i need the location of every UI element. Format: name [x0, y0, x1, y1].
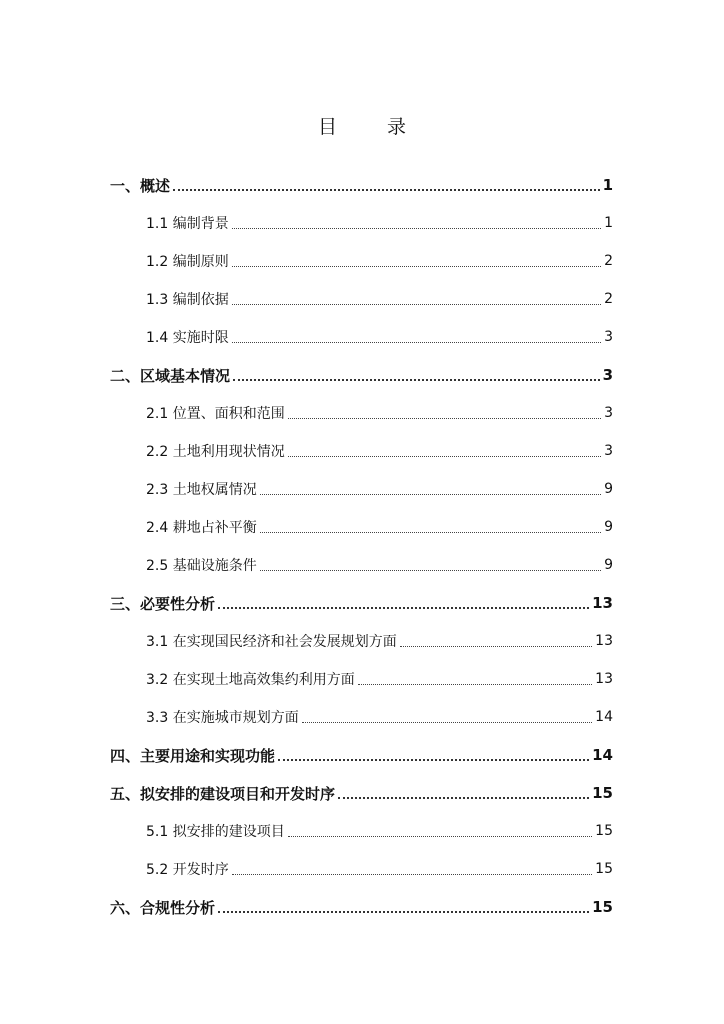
toc-entry-page-number: 13	[592, 594, 613, 612]
toc-entry-page-number: 13	[595, 633, 613, 649]
toc-entry-page-number: 2	[604, 291, 613, 307]
toc-entry-page-number: 9	[604, 481, 613, 497]
toc-entry-section[interactable]	[0, 546, 724, 584]
toc-entry-section[interactable]	[0, 242, 724, 280]
toc-dot-leader	[232, 290, 601, 305]
toc-dot-leader	[260, 556, 601, 571]
toc-dot-leader	[232, 214, 601, 229]
toc-entry-page-number: 3	[602, 366, 613, 384]
toc-title: 目 录	[317, 116, 429, 138]
toc-entry-section[interactable]	[0, 432, 724, 470]
toc-entry-label: 五、拟安排的建设项目和开发时序	[110, 784, 336, 803]
toc-dot-leader	[400, 632, 592, 647]
toc-entry-page-number: 9	[604, 557, 613, 573]
toc-dot-leader	[358, 670, 592, 685]
toc-entry-label: 二、区域基本情况	[110, 366, 231, 385]
toc-entry-page-number: 3	[604, 405, 613, 421]
toc-entry-label: 1.4 实施时限	[146, 330, 229, 346]
toc-dot-leader	[218, 593, 589, 609]
toc-entry-label: 3.2 在实现土地高效集约利用方面	[146, 672, 355, 688]
toc-entry-label: 六、合规性分析	[110, 898, 216, 917]
toc-entry-section[interactable]	[0, 280, 724, 318]
toc-entry-label: 2.2 土地利用现状情况	[146, 444, 285, 460]
toc-dot-leader	[232, 328, 601, 343]
toc-entry-page-number: 15	[592, 784, 613, 802]
toc-entry-label: 三、必要性分析	[110, 594, 216, 613]
toc-entry-chapter[interactable]	[0, 888, 724, 926]
toc-entry-section[interactable]	[0, 318, 724, 356]
toc-entry-section[interactable]	[0, 622, 724, 660]
toc-entry-section[interactable]	[0, 660, 724, 698]
toc-entry-page-number: 14	[595, 709, 613, 725]
toc-entry-chapter[interactable]	[0, 166, 724, 204]
toc-list	[0, 166, 724, 926]
toc-entry-page-number: 15	[595, 823, 613, 839]
toc-entry-label: 5.1 拟安排的建设项目	[146, 824, 285, 840]
toc-entry-page-number: 1	[602, 176, 613, 194]
toc-entry-page-number: 9	[604, 519, 613, 535]
toc-entry-label: 5.2 开发时序	[146, 862, 229, 878]
toc-entry-chapter[interactable]	[0, 584, 724, 622]
toc-entry-page-number: 3	[604, 329, 613, 345]
toc-dot-leader	[233, 365, 600, 381]
toc-entry-page-number: 15	[595, 861, 613, 877]
toc-entry-page-number: 13	[595, 671, 613, 687]
toc-dot-leader	[260, 518, 601, 533]
toc-dot-leader	[218, 897, 589, 913]
toc-entry-label: 2.5 基础设施条件	[146, 558, 257, 574]
toc-dot-leader	[288, 822, 592, 837]
toc-entry-label: 四、主要用途和实现功能	[110, 746, 276, 765]
toc-dot-leader	[288, 404, 601, 419]
toc-dot-leader	[260, 480, 601, 495]
toc-entry-section[interactable]	[0, 698, 724, 736]
toc-dot-leader	[232, 860, 592, 875]
toc-entry-section[interactable]	[0, 204, 724, 242]
toc-entry-chapter[interactable]	[0, 356, 724, 394]
toc-entry-section[interactable]	[0, 812, 724, 850]
toc-entry-label: 3.3 在实施城市规划方面	[146, 710, 299, 726]
toc-entry-label: 2.1 位置、面积和范围	[146, 406, 285, 422]
toc-entry-label: 1.2 编制原则	[146, 254, 229, 270]
toc-entry-label: 1.3 编制依据	[146, 292, 229, 308]
toc-dot-leader	[232, 252, 601, 267]
toc-dot-leader	[278, 745, 589, 761]
toc-entry-section[interactable]	[0, 508, 724, 546]
toc-entry-page-number: 3	[604, 443, 613, 459]
toc-entry-label: 1.1 编制背景	[146, 216, 229, 232]
toc-entry-label: 一、概述	[110, 176, 171, 195]
toc-entry-page-number: 1	[604, 215, 613, 231]
toc-entry-chapter[interactable]	[0, 774, 724, 812]
toc-entry-page-number: 15	[592, 898, 613, 916]
toc-entry-section[interactable]	[0, 470, 724, 508]
toc-dot-leader	[302, 708, 592, 723]
toc-entry-page-number: 2	[604, 253, 613, 269]
toc-entry-section[interactable]	[0, 850, 724, 888]
toc-entry-page-number: 14	[592, 746, 613, 764]
toc-dot-leader	[338, 783, 589, 799]
toc-dot-leader	[173, 175, 600, 191]
toc-entry-label: 2.3 土地权属情况	[146, 482, 257, 498]
toc-entry-label: 2.4 耕地占补平衡	[146, 520, 257, 536]
toc-entry-label: 3.1 在实现国民经济和社会发展规划方面	[146, 634, 397, 650]
toc-entry-section[interactable]	[0, 394, 724, 432]
toc-dot-leader	[288, 442, 601, 457]
toc-entry-chapter[interactable]	[0, 736, 724, 774]
